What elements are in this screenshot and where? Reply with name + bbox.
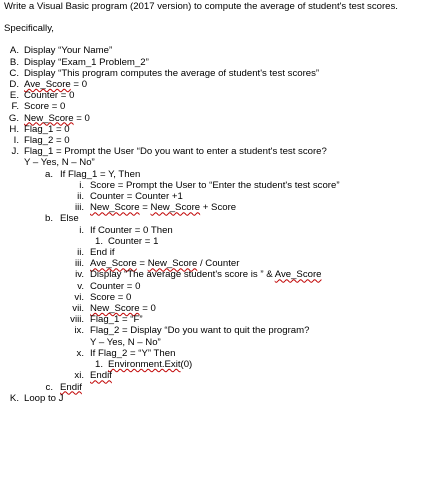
list-item-text: Flag_2 = Display “Do you want to quit the program?: [90, 325, 310, 337]
list-item-number: c.: [45, 381, 53, 393]
list-item-text: Counter = Counter +1: [90, 191, 183, 203]
list-item-number: v.: [77, 280, 84, 292]
list-item-number: xi.: [74, 370, 84, 382]
instruction-list: [4, 45, 439, 404]
list-item: [4, 314, 439, 325]
list-item-number: 1.: [94, 359, 103, 371]
list-item-text: Environment.Exit(0): [108, 359, 193, 371]
list-item: [4, 325, 439, 336]
list-item: [4, 393, 439, 404]
list-item-text: Display “The average student's score is ” & Ave_Score: [90, 269, 322, 281]
list-item: [4, 258, 439, 269]
list-item-number: a.: [44, 168, 53, 180]
list-item-text: If Flag_1 = Y, Then: [60, 168, 141, 180]
list-item-text: If Flag_2 = “Y” Then: [90, 347, 176, 359]
list-item: [4, 146, 439, 157]
list-item-text: Flag_1 = “F”: [90, 314, 143, 326]
list-item-text: Y – Yes, N – No”: [90, 336, 161, 348]
list-item-text: Endif: [90, 370, 112, 382]
list-item: [4, 45, 439, 56]
list-item-number: i.: [79, 224, 84, 236]
list-item-number: ii.: [77, 191, 84, 203]
list-item-text: Endif: [60, 381, 82, 393]
intro-paragraph: Write a Visual Basic program (2017 version) to compute the average of student's test scores.: [4, 1, 398, 12]
list-item-number: G.: [8, 112, 19, 124]
list-item-text: Counter = 0: [24, 90, 75, 102]
list-item-text: Flag_1 = Prompt the User “Do you want to enter a student's test score?: [24, 146, 327, 158]
list-item-text: Ave_Score = 0: [24, 79, 88, 91]
list-item: [4, 113, 439, 124]
list-item-number: C.: [9, 67, 19, 79]
list-item-number: J.: [11, 146, 19, 158]
list-item: [4, 135, 439, 146]
list-item-number: i.: [79, 179, 84, 191]
list-item-number: vii.: [72, 303, 84, 315]
list-item-text: If Counter = 0 Then: [90, 224, 173, 236]
list-item-text: Flag_2 = 0: [24, 135, 70, 147]
document: [4, 0, 439, 404]
specifically-heading: Specifically,: [4, 23, 54, 35]
list-item-number: K.: [9, 392, 19, 404]
list-item-number: x.: [76, 347, 84, 359]
list-item-text: Else: [60, 213, 79, 225]
list-item-number: ix.: [74, 325, 84, 337]
list-item: [4, 337, 439, 348]
list-item-number: iii.: [74, 258, 84, 270]
list-item-number: A.: [9, 45, 19, 57]
list-item: [4, 269, 439, 280]
list-item: [4, 90, 439, 101]
list-item-number: 1.: [94, 235, 103, 247]
list-item: [4, 281, 439, 292]
list-item-text: End if: [90, 247, 115, 259]
list-item-text: Ave_Score = New_Score / Counter: [90, 258, 240, 270]
list-item-number: B.: [9, 56, 19, 68]
list-item-number: iii.: [74, 202, 84, 214]
list-item: [4, 213, 439, 224]
list-item: [4, 348, 439, 359]
list-item: [4, 370, 439, 381]
list-item: [4, 292, 439, 303]
list-item: [4, 225, 439, 236]
list-item: [4, 180, 439, 191]
list-item-number: E.: [9, 90, 19, 102]
list-item-text: Counter = 1: [108, 235, 159, 247]
list-item-text: Loop to J: [24, 392, 64, 404]
list-item: [4, 191, 439, 202]
list-item-text: Display “Your Name”: [24, 45, 113, 57]
list-item-text: New_Score = 0: [24, 112, 90, 124]
list-item-text: Counter = 0: [90, 280, 141, 292]
list-item-text: New_Score = New_Score + Score: [90, 202, 237, 214]
list-item: [4, 101, 439, 112]
list-item-number: F.: [11, 101, 19, 113]
list-item: [4, 202, 439, 213]
list-item: [4, 68, 439, 79]
list-item-number: D.: [9, 79, 19, 91]
list-item-number: vi.: [74, 291, 84, 303]
list-item-text: Score = Prompt the User to “Enter the student's test score”: [90, 179, 340, 191]
list-item: [4, 157, 439, 168]
list-item-text: Flag_1 = 0: [24, 123, 70, 135]
list-item-text: Display “Exam_1 Problem_2”: [24, 56, 149, 68]
list-item-number: H.: [9, 123, 19, 135]
list-item-number: iv.: [75, 269, 84, 281]
list-item-number: viii.: [70, 314, 84, 326]
list-item-number: I.: [13, 135, 19, 147]
list-item-text: New_Score = 0: [90, 303, 156, 315]
list-item-text: Score = 0: [90, 291, 132, 303]
list-item: [4, 382, 439, 393]
list-item: [4, 359, 439, 370]
list-item: [4, 236, 439, 247]
list-item-number: ii.: [77, 247, 84, 259]
list-item: [4, 303, 439, 314]
list-item: [4, 79, 439, 90]
list-item-number: b.: [44, 213, 53, 225]
list-item-text: Y – Yes, N – No”: [24, 157, 95, 169]
list-item-text: Display “This program computes the average of student's test scores”: [24, 67, 320, 79]
list-item-text: Score = 0: [24, 101, 66, 113]
list-item: [4, 169, 439, 180]
list-item: [4, 124, 439, 135]
list-item: [4, 57, 439, 68]
list-item: [4, 247, 439, 258]
